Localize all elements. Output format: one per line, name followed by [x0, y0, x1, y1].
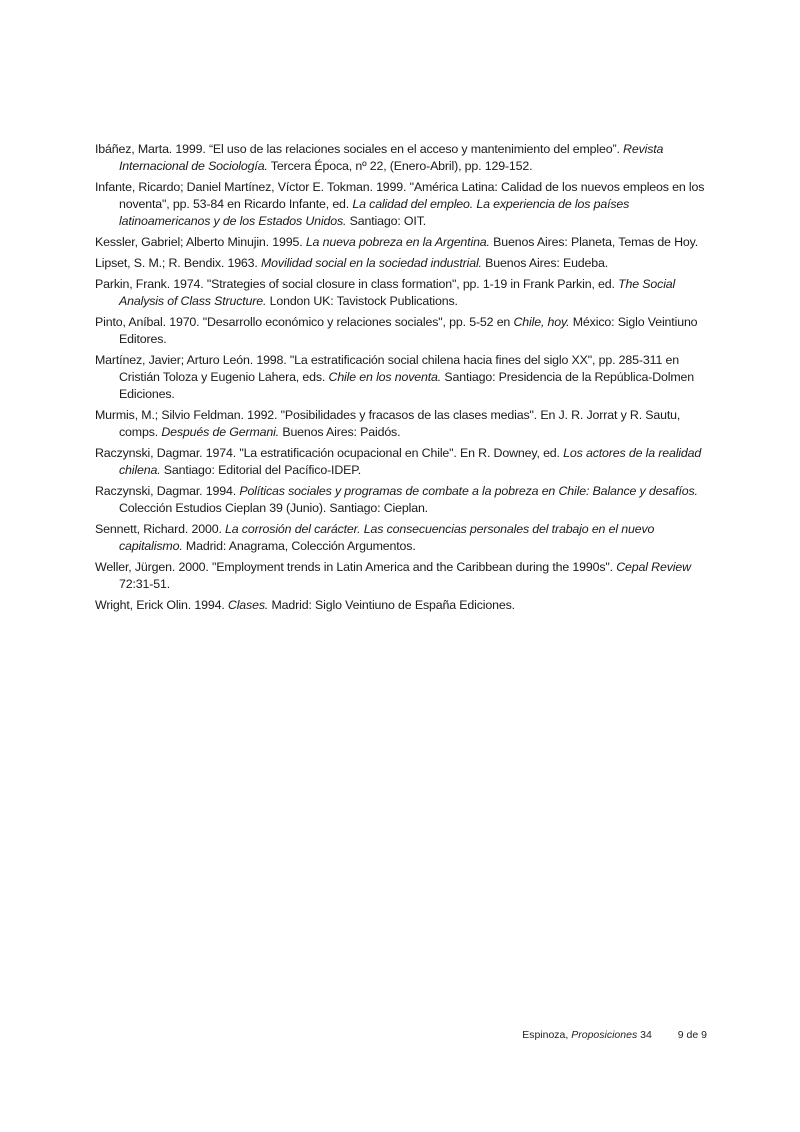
reference-title: Clases. — [227, 598, 269, 612]
reference-entry — [95, 597, 705, 614]
reference-text: Madrid: Siglo Veintiuno de España Ediciones. — [268, 598, 515, 612]
reference-title: Después de Germani. — [161, 425, 280, 439]
reference-title: Los actores de la realidad chilena. — [119, 446, 702, 477]
reference-text: Pinto, Aníbal. 1970. "Desarrollo económico y relaciones sociales", pp. 5-52 en — [95, 315, 514, 329]
reference-title: Chile en los noventa. — [328, 370, 442, 384]
reference-title: Movilidad social en la sociedad industrial. — [261, 256, 482, 270]
reference-entry — [95, 407, 705, 441]
reference-text: Raczynski, Dagmar. 1974. "La estratificación ocupacional en Chile". En R. Downey, ed. — [95, 446, 564, 460]
reference-title: Cepal Review — [616, 560, 691, 574]
reference-text: Colección Estudios Cieplan 39 (Junio). Santiago: Cieplan. — [119, 501, 428, 515]
reference-title: Políticas sociales y programas de combate a la pobreza en Chile: Balance y desafíos. — [239, 484, 698, 498]
reference-text: Buenos Aires: Eudeba. — [481, 256, 609, 270]
reference-text: Santiago: Editorial del Pacífico-IDEP. — [160, 463, 362, 477]
reference-text: Martínez, Javier; Arturo León. 1998. "La estratificación social chilena hacia fines del siglo XX", pp. 285-311 en Cristián Toloza y Eugenio Lahera, eds. — [95, 353, 679, 384]
reference-text: Sennett, Richard. 2000. — [95, 522, 226, 536]
reference-text: Weller, Jürgen. 2000. "Employment trends in Latin America and the Caribbean during the 1990s". — [95, 560, 617, 574]
reference-entry — [95, 276, 705, 310]
reference-text: London UK: Tavistock Publications. — [266, 294, 458, 308]
reference-title: The Social Analysis of Class Structure. — [119, 277, 676, 308]
reference-text: Wright, Erick Olin. 1994. — [95, 598, 228, 612]
reference-text: Parkin, Frank. 1974. "Strategies of social closure in class formation", pp. 1-19 in Frank Parkin, ed. — [95, 277, 619, 291]
reference-text: Santiago: OIT. — [346, 214, 427, 228]
reference-title: La nueva pobreza en la Argentina. — [305, 235, 490, 249]
reference-text: Infante, Ricardo; Daniel Martínez, Víctor E. Tokman. 1999. "América Latina: Calidad de los nuevos empleos en los noventa", pp. 53-84 en Ricardo Infante, ed. — [95, 180, 705, 211]
reference-text: Lipset, S. M.; R. Bendix. 1963. — [95, 256, 262, 270]
reference-text: Raczynski, Dagmar. 1994. — [95, 484, 240, 498]
footer-author: Espinoza, — [522, 1029, 572, 1041]
reference-entry — [95, 255, 705, 272]
reference-entry — [95, 314, 705, 348]
reference-entry — [95, 521, 705, 555]
reference-entry — [95, 559, 705, 593]
reference-text: Buenos Aires: Planeta, Temas de Hoy. — [489, 235, 699, 249]
reference-title: La corrosión del carácter. Las consecuencias personales del trabajo en el nuevo capitalismo. — [119, 522, 655, 553]
reference-text: Madrid: Anagrama, Colección Argumentos. — [182, 539, 416, 553]
page-footer — [0, 1029, 707, 1041]
footer-journal: Proposiciones — [571, 1029, 638, 1041]
reference-entry — [95, 445, 705, 479]
reference-text: Buenos Aires: Paidós. — [279, 425, 401, 439]
reference-text: Murmis, M.; Silvio Feldman. 1992. "Posibilidades y fracasos de las clases medias". En J. R. Jorrat y R. Sautu, comps. — [95, 408, 681, 439]
reference-entry — [95, 141, 705, 175]
reference-title: Chile, hoy. — [513, 315, 570, 329]
reference-entry — [95, 352, 705, 403]
reference-list — [95, 141, 705, 618]
reference-text: México: Siglo Veintiuno Editores. — [119, 315, 698, 346]
reference-text: Santiago: Presidencia de la República-Dolmen Ediciones. — [119, 370, 695, 401]
reference-text: 72:31-51. — [119, 577, 171, 591]
reference-entry — [95, 483, 705, 517]
page-number: 9 de 9 — [677, 1029, 707, 1041]
reference-text: Tercera Época, nº 22, (Enero-Abril), pp. 129-152. — [267, 159, 533, 173]
reference-text: Kessler, Gabriel; Alberto Minujin. 1995. — [95, 235, 306, 249]
reference-entry — [95, 179, 705, 230]
reference-title: La calidad del empleo. La experiencia de los países latinoamericanos y de los Estados Unidos. — [119, 197, 630, 228]
footer-issue: 34 — [637, 1029, 652, 1041]
reference-entry — [95, 234, 705, 251]
reference-title: Revista Internacional de Sociología. — [119, 142, 664, 173]
reference-text: Ibáñez, Marta. 1999. “El uso de las relaciones sociales en el acceso y mantenimiento del empleo”. — [95, 142, 624, 156]
